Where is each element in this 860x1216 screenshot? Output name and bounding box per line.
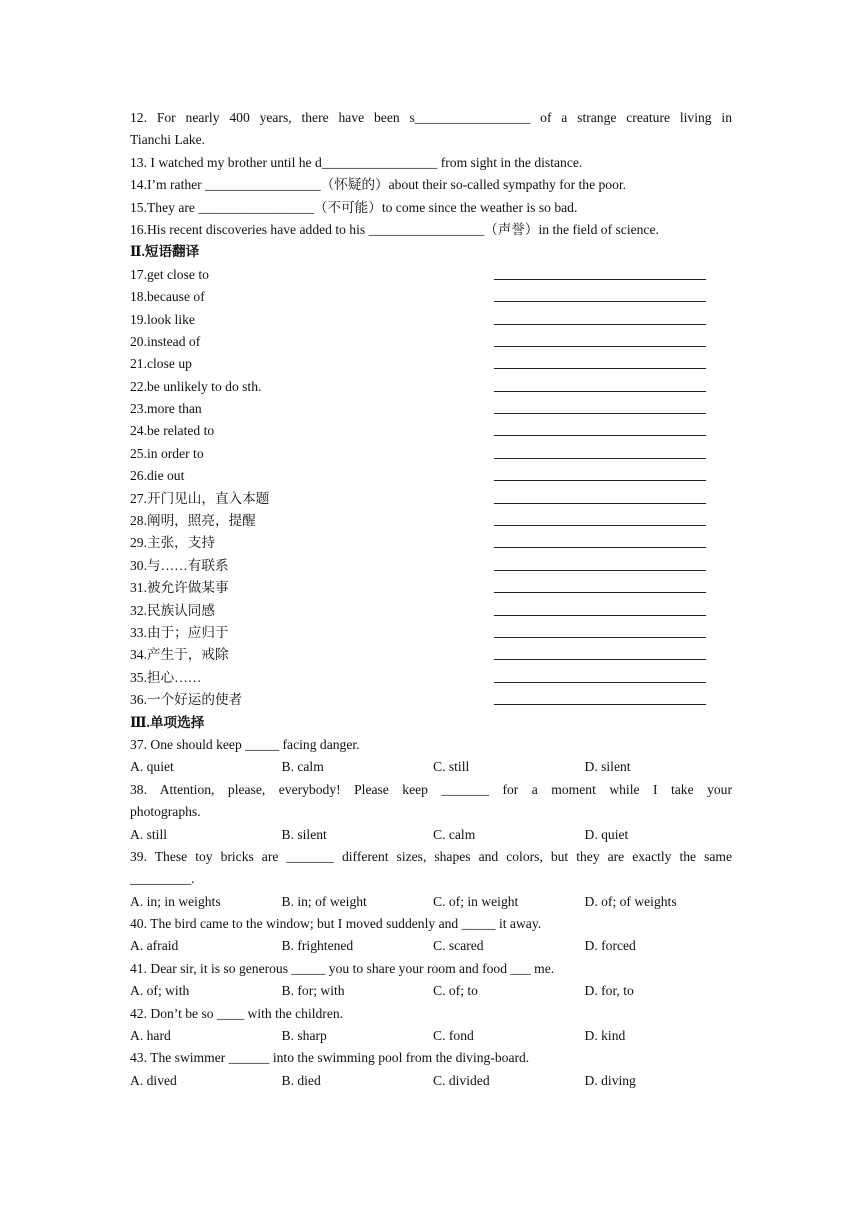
question-41: 41. Dear sir, it is so generous _____ you to share your room and food ___ me. xyxy=(130,960,555,976)
phrase-label: 22.be unlikely to do sth. xyxy=(130,378,262,394)
question-15: 15.They are _________________（不可能）to come since the weather is so bad. xyxy=(130,199,578,215)
option-c: C. scared xyxy=(433,938,484,954)
option-c: C. of; in weight xyxy=(433,893,519,909)
phrase-row xyxy=(130,309,732,331)
answer-blank[interactable] xyxy=(494,600,706,616)
phrase-row xyxy=(130,510,732,532)
answer-blank[interactable] xyxy=(494,488,706,504)
answer-blank[interactable] xyxy=(494,398,706,414)
option-a: A. quiet xyxy=(130,759,174,775)
phrase-label: 36.一个好运的使者 xyxy=(130,692,243,708)
question-37: 37. One should keep _____ facing danger. xyxy=(130,736,360,752)
phrase-label: 24.be related to xyxy=(130,423,215,439)
phrase-row xyxy=(130,376,732,398)
phrase-row xyxy=(130,264,732,286)
answer-blank[interactable] xyxy=(494,353,706,369)
option-d: D. of; of weights xyxy=(584,893,677,909)
question-16: 16.His recent discoveries have added to his _________________（声誉）in the field of science. xyxy=(130,221,659,237)
phrase-row xyxy=(130,488,732,510)
question-14: 14.I’m rather _________________（怀疑的）about their so-called sympathy for the poor. xyxy=(130,177,627,193)
answer-blank[interactable] xyxy=(494,667,706,683)
phrase-label: 29.主张，支持 xyxy=(130,535,215,551)
option-d: D. forced xyxy=(584,938,636,954)
phrase-label: 23.more than xyxy=(130,401,202,417)
options-41 xyxy=(130,980,732,1002)
phrase-row xyxy=(130,398,732,420)
option-c: C. still xyxy=(433,759,470,775)
section-2-title: Ⅱ.短语翻译 xyxy=(130,244,200,260)
question-39-line1: 39. These toy bricks are _______ different sizes, shapes and colors, but they are exactly the same xyxy=(130,848,732,864)
option-b: B. calm xyxy=(281,759,324,775)
phrase-row xyxy=(130,420,732,442)
option-a: A. hard xyxy=(130,1028,171,1044)
option-c: C. calm xyxy=(433,826,476,842)
question-43: 43. The swimmer ______ into the swimming pool from the diving-board. xyxy=(130,1050,530,1066)
answer-blank[interactable] xyxy=(494,689,706,705)
answer-blank[interactable] xyxy=(494,532,706,548)
answer-blank[interactable] xyxy=(494,465,706,481)
answer-blank[interactable] xyxy=(494,622,706,638)
option-d: D. quiet xyxy=(584,826,629,842)
phrase-row xyxy=(130,555,732,577)
phrase-row xyxy=(130,644,732,666)
phrase-row xyxy=(130,331,732,353)
phrase-label: 20.instead of xyxy=(130,333,201,349)
phrase-label: 18.because of xyxy=(130,289,205,305)
phrase-row xyxy=(130,600,732,622)
phrase-label: 31.被允许做某事 xyxy=(130,580,229,596)
question-40: 40. The bird came to the window; but I moved suddenly and _____ it away. xyxy=(130,916,542,932)
answer-blank[interactable] xyxy=(494,644,706,660)
options-37 xyxy=(130,756,732,778)
option-b: B. silent xyxy=(281,826,327,842)
section-3-title: Ⅲ.单项选择 xyxy=(130,714,205,730)
phrase-label: 26.die out xyxy=(130,468,185,484)
phrase-row xyxy=(130,577,732,599)
options-39 xyxy=(130,891,732,913)
phrase-row xyxy=(130,353,732,375)
answer-blank[interactable] xyxy=(494,376,706,392)
question-13: 13. I watched my brother until he d_________________ from sight in the distance. xyxy=(130,154,583,170)
phrase-row xyxy=(130,465,732,487)
answer-blank[interactable] xyxy=(494,264,706,280)
phrase-row xyxy=(130,532,732,554)
option-b: B. frightened xyxy=(281,938,354,954)
option-b: B. in; of weight xyxy=(281,893,367,909)
question-12-line1: 12. For nearly 400 years, there have been s_________________ of a strange creature living in xyxy=(130,110,732,125)
phrase-label: 28.阐明，照亮，提醒 xyxy=(130,513,256,529)
phrase-row xyxy=(130,286,732,308)
answer-blank[interactable] xyxy=(494,286,706,302)
question-38-line2: photographs. xyxy=(130,804,201,820)
phrase-label: 30.与……有联系 xyxy=(130,557,229,573)
answer-blank[interactable] xyxy=(494,309,706,325)
phrase-row xyxy=(130,443,732,465)
question-39-line2: _________. xyxy=(130,871,195,887)
worksheet-page xyxy=(130,107,732,1092)
option-a: A. in; in weights xyxy=(130,893,221,909)
option-d: D. diving xyxy=(584,1072,636,1088)
option-c: C. of; to xyxy=(433,983,478,999)
answer-blank[interactable] xyxy=(494,443,706,459)
phrase-label: 19.look like xyxy=(130,311,195,327)
phrase-label: 32.民族认同感 xyxy=(130,602,215,618)
phrase-label: 33.由于；应归于 xyxy=(130,624,229,640)
phrase-label: 35.担心…… xyxy=(130,669,202,685)
question-42: 42. Don’t be so ____ with the children. xyxy=(130,1005,344,1021)
phrase-label: 17.get close to xyxy=(130,266,209,282)
option-a: A. afraid xyxy=(130,938,179,954)
options-42 xyxy=(130,1025,732,1047)
option-b: B. for; with xyxy=(281,983,345,999)
option-d: D. kind xyxy=(584,1028,626,1044)
answer-blank[interactable] xyxy=(494,510,706,526)
option-d: D. silent xyxy=(584,759,631,775)
answer-blank[interactable] xyxy=(494,555,706,571)
options-43 xyxy=(130,1070,732,1092)
answer-blank[interactable] xyxy=(494,420,706,436)
option-b: B. died xyxy=(281,1072,321,1088)
phrase-row xyxy=(130,689,732,711)
phrase-label: 27.开门见山，直入本题 xyxy=(130,490,270,506)
option-c: C. divided xyxy=(433,1072,490,1088)
option-c: C. fond xyxy=(433,1028,474,1044)
phrase-label: 25.in order to xyxy=(130,445,204,461)
question-38-line1: 38. Attention, please, everybody! Please keep _______ for a moment while I take your xyxy=(130,781,732,797)
option-d: D. for, to xyxy=(584,983,634,999)
options-40 xyxy=(130,935,732,957)
answer-blank[interactable] xyxy=(494,331,706,347)
phrase-row xyxy=(130,667,732,689)
option-b: B. sharp xyxy=(281,1028,327,1044)
option-a: A. of; with xyxy=(130,983,190,999)
answer-blank[interactable] xyxy=(494,577,706,593)
phrase-label: 34.产生于，戒除 xyxy=(130,647,229,663)
option-a: A. still xyxy=(130,826,168,842)
options-38 xyxy=(130,824,732,846)
question-12-line2: Tianchi Lake. xyxy=(130,132,206,148)
option-a: A. dived xyxy=(130,1072,177,1088)
phrase-row xyxy=(130,622,732,644)
phrase-label: 21.close up xyxy=(130,356,192,372)
